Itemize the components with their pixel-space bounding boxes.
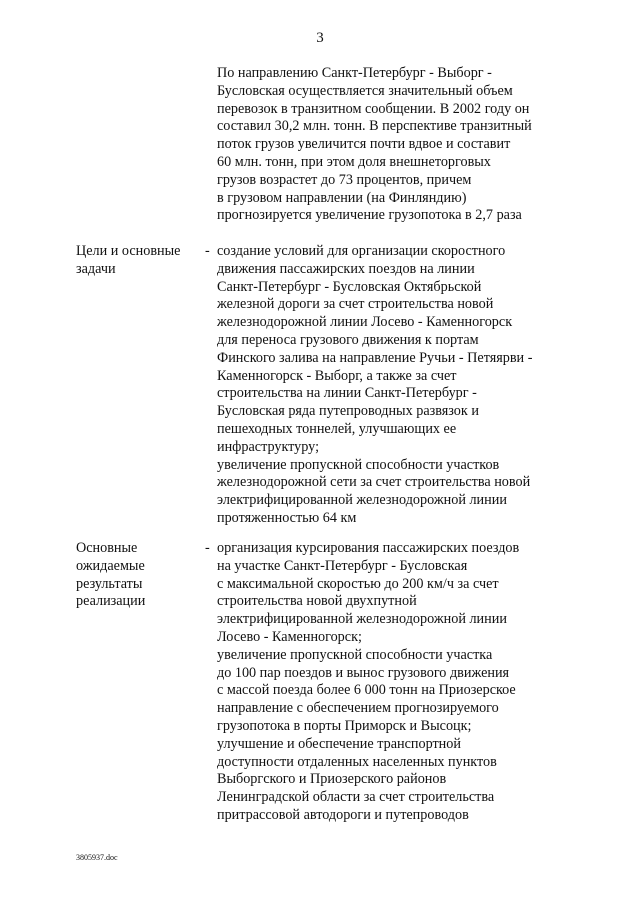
results-label	[76, 540, 201, 611]
goals-line: Бусловская ряда путепроводных развязок и	[217, 403, 479, 420]
results-line: Лосево - Каменногорск;	[217, 628, 362, 645]
results-line: с массой поезда более 6 000 тонн на Приозерское	[217, 682, 516, 699]
goals-line: увеличение пропускной способности участков	[217, 456, 500, 473]
intro-line: перевозок в транзитном сообщении. В 2002 году он	[217, 100, 530, 117]
results-text	[217, 540, 622, 825]
goals-line: строительства на линии Санкт-Петербург -	[217, 385, 477, 402]
results-line: с максимальной скоростью до 200 км/ч за счет	[217, 575, 499, 592]
document-filename: 3805937.doc	[76, 853, 118, 862]
intro-line: 60 млн. тонн, при этом доля внешнеторговых	[217, 153, 491, 170]
goals-line: железной дороги за счет строительства новой	[217, 296, 494, 313]
results-line: на участке Санкт-Петербург - Бусловская	[217, 557, 468, 574]
results-line: направление с обеспечением прогнозируемого	[217, 700, 499, 717]
goals-label-line: Цели и основные	[76, 243, 181, 259]
intro-line: Бусловская осуществляется значительный объем	[217, 82, 513, 99]
goals-line: Санкт-Петербург - Бусловская Октябрьской	[217, 278, 482, 295]
results-line: доступности отдаленных населенных пунктов	[217, 753, 497, 770]
intro-line: грузов возрастет до 73 процентов, причем	[217, 171, 472, 188]
results-line: до 100 пар поездов и вынос грузового движения	[217, 664, 510, 681]
goals-line: инфраструктуру;	[217, 438, 320, 455]
intro-line: прогнозируется увеличение грузопотока в 2,7 раза	[217, 207, 522, 224]
results-label-line: результаты	[76, 575, 143, 592]
goals-line: создание условий для организации скоростного	[217, 243, 506, 259]
goals-line: движения пассажирских поездов на линии	[217, 260, 475, 277]
goals-line: электрифицированной железнодорожной линии	[217, 492, 507, 509]
results-line: Ленинградской области за счет строительства	[217, 789, 495, 806]
page-number: 3	[316, 30, 324, 46]
goals-line: Каменногорск - Выборг, а также за счет	[217, 367, 457, 384]
results-line: Выборгского и Приозерского районов	[217, 771, 447, 788]
results-label-line: Основные	[76, 540, 138, 556]
goals-line: железнодорожной линии Лосево - Каменногорск	[217, 314, 513, 331]
results-line: строительства новой двухпутной	[217, 593, 417, 610]
results-line: грузопотока в порты Приморск и Высоцк;	[217, 717, 472, 734]
results-line: притрассовой автодороги и путепроводов	[217, 806, 469, 823]
results-label-line: реализации	[76, 593, 146, 610]
intro-line: в грузовом направлении (на Финляндию)	[217, 189, 467, 206]
results-dash: -	[205, 540, 210, 556]
goals-line: пешеходных тоннелей, улучшающих ее	[217, 420, 457, 437]
goals-line: протяженностью 64 км	[217, 509, 357, 526]
intro-paragraph	[217, 65, 617, 225]
results-line: улучшение и обеспечение транспортной	[217, 735, 461, 752]
goals-text	[217, 243, 622, 528]
results-line: электрифицированной железнодорожной линии	[217, 611, 507, 628]
results-line: увеличение пропускной способности участка	[217, 646, 493, 663]
intro-line: составил 30,2 млн. тонн. В перспективе транзитный	[217, 118, 532, 135]
results-label-line: ожидаемые	[76, 557, 145, 574]
results-line: организация курсирования пассажирских поездов	[217, 540, 520, 556]
intro-line: поток грузов увеличится почти вдвое и составит	[217, 136, 511, 153]
goals-label-line: задачи	[76, 260, 116, 277]
intro-line: По направлению Санкт-Петербург - Выборг -	[217, 65, 492, 81]
goals-dash: -	[205, 243, 210, 259]
goals-line: для переноса грузового движения к портам	[217, 331, 479, 348]
goals-line: железнодорожной сети за счет строительства новой	[217, 474, 531, 491]
goals-line: Финского залива на направление Ручьи - Петяярви -	[217, 349, 533, 366]
goals-label	[76, 243, 201, 279]
